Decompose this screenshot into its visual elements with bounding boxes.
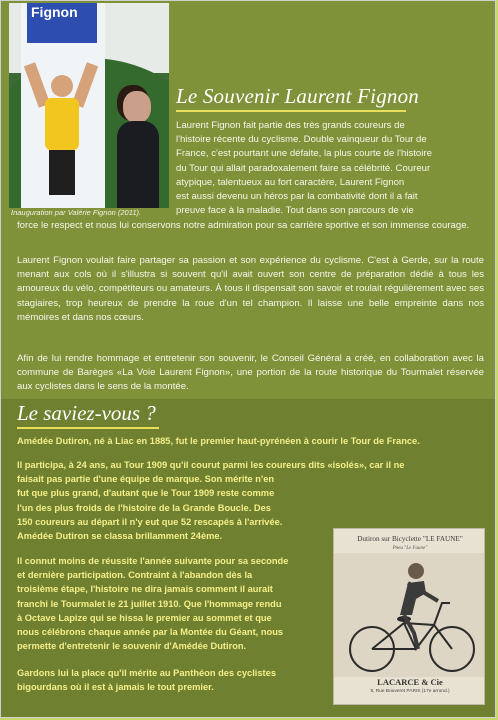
- photo-caption: Inauguration par Valérie Fignon (2011).: [11, 208, 142, 217]
- section1-title: Le Souvenir Laurent Fignon: [176, 84, 419, 108]
- section1-title-underline: [176, 110, 406, 112]
- woman-figure: [117, 121, 159, 208]
- totem-banner-text: Fignon: [31, 4, 78, 20]
- section2-title: Le saviez-vous ?: [17, 401, 156, 425]
- section1-paragraph1-tail: force le respect et nous lui conservons notre admiration pour sa carrière sportive et son immense courage.: [17, 220, 470, 231]
- postcard-address: 8, Rue Bouveret PARIS (17e arrond.): [370, 689, 450, 694]
- section2-paragraph3: Il connut moins de réussite l'année suivante pour sa seconde et dernière participation. Contraint à l'abandon dès la troisième étape, l'histoire ne dira jamais comment il aurait franchi le Tourmalet le 21 juillet 1910. Que l'hommage rendu à Octave Lapize qui se hissa le premier au sommet et que nous célébrons chaque année par la Montée du Géant, nous permette d'entretenir le souvenir d'Amédée Dutiron.: [17, 556, 289, 652]
- section1-paragraph3: Afin de lui rendre hommage et entretenir son souvenir, le Conseil Général a créé, en collaboration avec la commune de Barèges «La Voie Laurent Fignon», une portion de la route historique du Tourmalet réservée aux cyclistes dans le sens de la montée.: [17, 353, 484, 393]
- postcard-subheader: Pneu "Le Faune": [392, 546, 428, 551]
- cyclist-illustration: [334, 553, 485, 677]
- section2-paragraph1: Amédée Dutiron, né à Liac en 1885, fut le premier haut-pyrénéen à courir le Tour de France.: [17, 436, 420, 446]
- inauguration-photo: [9, 3, 169, 208]
- section2-paragraph4: Gardons lui la place qu'il mérite au Panthéon des cyclistes bigourdans où il est à jamais le tout premier.: [17, 668, 276, 693]
- vintage-postcard: [333, 528, 485, 705]
- postcard-header: Dutiron sur Bicyclette "LE FAUNE": [357, 535, 463, 543]
- section2-title-underline: [17, 427, 159, 429]
- section1-paragraph2: Laurent Fignon voulait faire partager sa passion et son expérience du cyclisme. C'est à Gerde, sur la route menant aux cols où il s'illustra si souvent qu'il avait ouvert son centre de préparation dédié à tous les amoureux du vélo, compétiteurs ou amateurs. À tous il dispensait son savoir et roulait régulièrement avec ses stagiaires, trop heureux de prendre la roue d'un tel champion. Il laisse une belle empreinte dans nos mémoires et dans nos cœurs.: [17, 255, 484, 323]
- section2-paragraph2: Il participa, à 24 ans, au Tour 1909 qu'il courut parmi les coureurs dits «isolés», car il ne faisait pas partie d'une équipe de marque. Son mérite n'en fut que plus grand, d'autant que le Tour 1909 reste comme l'un des plus froids de l'histoire de la Grande Boucle. Des 150 coureurs au départ il n'y eut que 52 rescapés à l'arrivée. Amédée Dutiron se classa brillamment 24ème.: [17, 460, 405, 542]
- postcard-footer: LACARCE & Cie: [377, 677, 443, 687]
- section1-paragraph1: Laurent Fignon fait partie des très grands coureurs de l'histoire récente du cyclisme. Double vainqueur du Tour de France, c'est pourtant une défaite, la plus courte de l'histoire du Tour qui allait paradoxalement faire sa célébrité. Coureur atypique, talentueux au fort caractère, Laurent Fignon est aussi devenu un héros par la combativité dont il a fait preuve face à la maladie. Tout dans son parcours de vie: [176, 120, 432, 217]
- cyclist-figure: [45, 98, 79, 150]
